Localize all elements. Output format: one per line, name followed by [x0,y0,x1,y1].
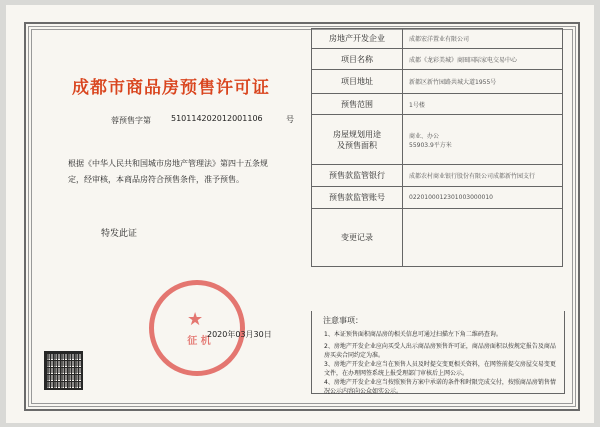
table-value: 成都《龙彩美城》商圈国际家电交易中心 [403,49,563,70]
notes-section [311,311,565,394]
table-row [312,94,563,115]
table-label: 房屋规划用途 及预售面积 [312,115,403,165]
presale-number: 510114202012001106 [171,114,263,123]
qr-code-icon [44,351,83,390]
seal-text: 征 机 [187,336,211,347]
table-label: 预售范围 [312,94,403,115]
table-label: 预售款监管银行 [312,165,403,187]
table-row [312,49,563,70]
approval-text: 根据《中华人民共和国城市房地产管理法》第四十五条规定，经审核，本商品房符合预售条件，准予预售。 [68,159,268,184]
table-value: 1号楼 [403,94,563,115]
permit-table [311,28,563,267]
table-value: 新都区新竹园路共城大道1955号 [403,70,563,94]
table-row [312,187,563,209]
official-seal [149,280,245,376]
star-icon: ★ [187,309,204,330]
table-row [312,209,563,267]
note-item: 2、房地产开发企业应向买受人出示商品房预售许可证，商品房面积以按规定报告及商品房买卖合同约定为准。 [324,343,556,359]
presale-label: 蓉预售字第 [111,116,151,125]
table-row [312,115,563,165]
table-value: 商业、办公 55903.9平方米 [403,115,563,165]
table-value: 成都农村商业银行股份有限公司成都新竹园支行 [403,165,563,187]
table-value: 0220100012301003000010 [403,187,563,209]
left-panel [36,28,296,393]
table-row [312,70,563,94]
table-row [312,165,563,187]
document-title: 成都市商品房预售许可证 [72,78,270,98]
note-item: 1、本证预售面积商品房的相关信息可通过扫描左下角二维码查询。 [324,331,502,338]
table-value: 成都宏洋置业有限公司 [403,29,563,49]
table-label: 项目名称 [312,49,403,70]
certificate-text: 特发此证 [101,229,138,239]
number-unit: 号 [286,115,294,124]
table-label: 变更记录 [312,209,403,267]
issue-date: 2020年03月30日 [207,330,272,339]
table-label: 房地产开发企业 [312,29,403,49]
right-panel [311,28,563,393]
table-row [312,29,563,49]
table-label: 预售款监管账号 [312,187,403,209]
notes-title: 注意事项： [323,316,363,325]
table-label: 项目地址 [312,70,403,94]
table-value [403,209,563,267]
note-item: 3、房地产开发企业应当在预售人员及时提交变更相关资料，在网签前提交房屋交易变更文件，在办理网签系统上报受理部门审核后上网公示。 [324,361,556,377]
permit-document [6,5,594,423]
note-item: 4、房地产开发企业应当按照预售方案中承诺的条件和时限完成交付，按照商品房销售情况公示内容向公众如实公示。 [324,379,556,395]
